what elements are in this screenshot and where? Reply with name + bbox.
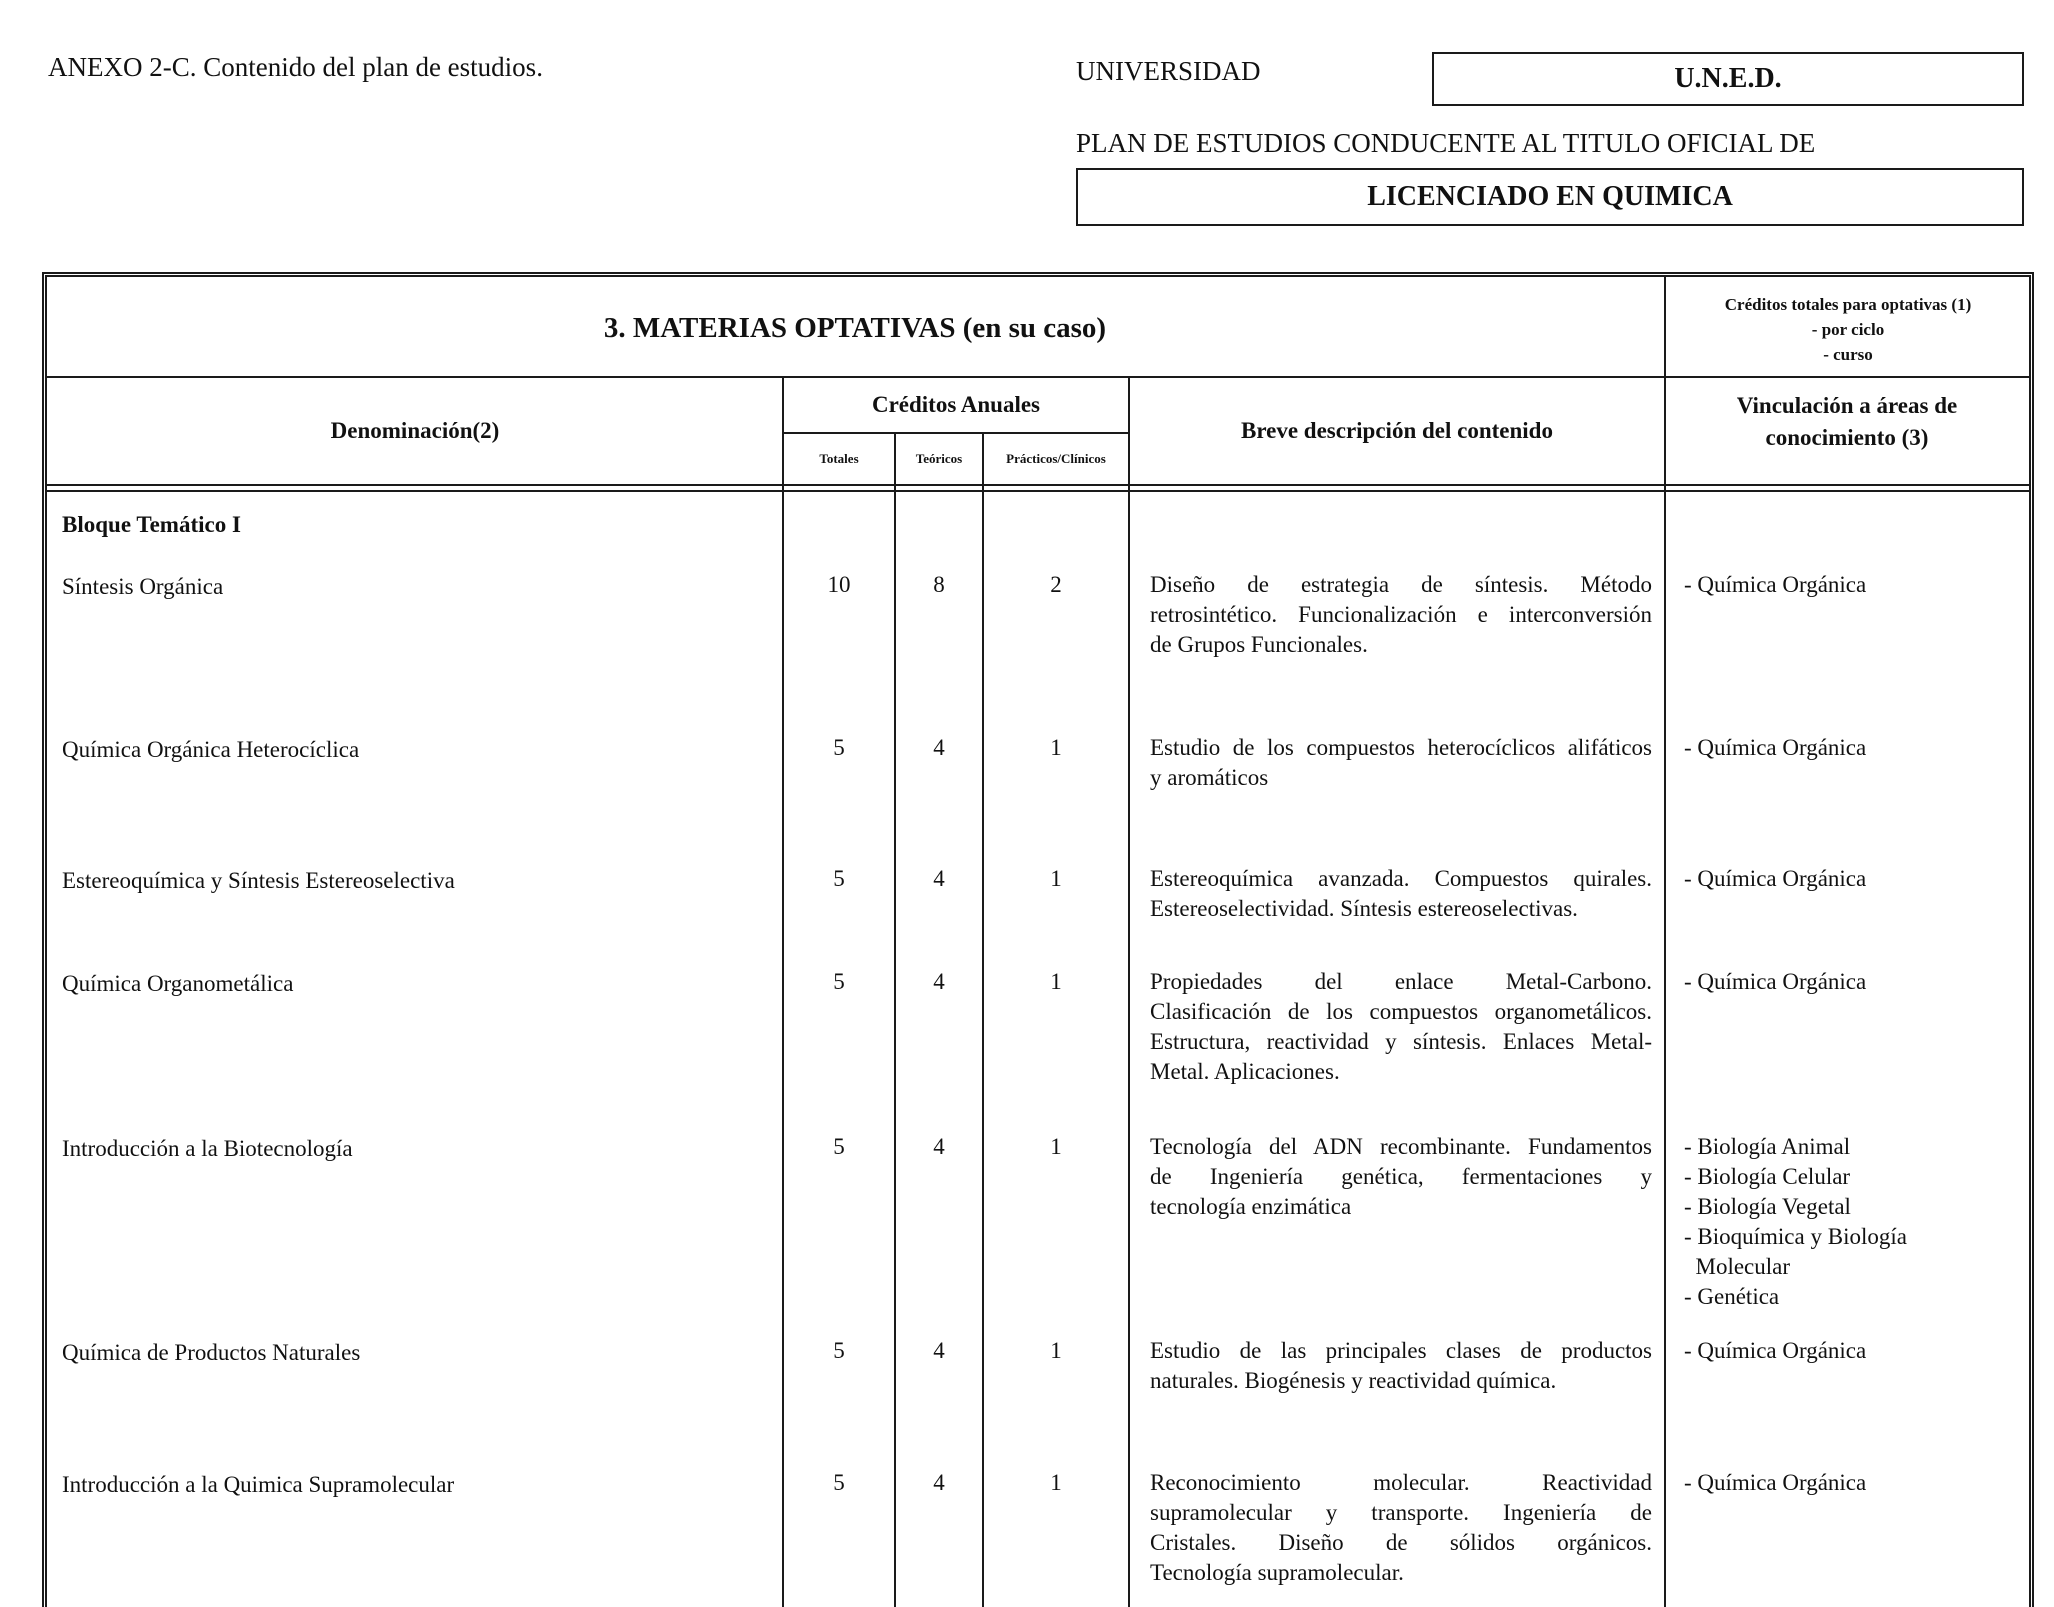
credits-totales: 5 bbox=[833, 735, 845, 760]
credits-practicos: 1 bbox=[1050, 1470, 1062, 1495]
credits-teoricos: 8 bbox=[933, 572, 945, 597]
knowledge-areas bbox=[1684, 733, 2024, 763]
description-line: Tecnología del ADN recombinante. Fundamentos bbox=[1150, 1134, 1652, 1159]
area-item: - Química Orgánica bbox=[1684, 1338, 1867, 1363]
divider bbox=[46, 490, 2030, 492]
description-line: retrosintético. Funcionalización e interconversión bbox=[1150, 602, 1652, 627]
col-header-teoricos bbox=[896, 434, 982, 484]
area-item: - Química Orgánica bbox=[1684, 969, 1867, 994]
credits-line: - por ciclo bbox=[1811, 320, 1885, 339]
description-line: de Grupos Funcionales. bbox=[1150, 632, 1368, 657]
subject-description bbox=[1150, 570, 1652, 660]
section-title-text: 3. MATERIAS OPTATIVAS (en su caso) bbox=[603, 311, 1107, 344]
subject-description bbox=[1150, 1132, 1652, 1222]
col-header-text: Teóricos bbox=[915, 451, 963, 466]
description-line: Propiedades del enlace Metal-Carbono. bbox=[1150, 969, 1652, 994]
col-header-denominacion bbox=[48, 378, 782, 484]
credits-totales: 5 bbox=[833, 1338, 845, 1363]
subject-description bbox=[1150, 967, 1652, 1087]
col-header-totales bbox=[784, 434, 894, 484]
block-title: Bloque Temático I bbox=[62, 512, 241, 537]
knowledge-areas bbox=[1684, 864, 2024, 894]
credits-teoricos: 4 bbox=[933, 866, 945, 891]
subject-description bbox=[1150, 1336, 1652, 1396]
description-line: supramolecular y transporte. Ingeniería de bbox=[1150, 1500, 1652, 1525]
university-name-box bbox=[1432, 52, 2024, 106]
description-line: Estereoquímica avanzada. Compuestos quirales. bbox=[1150, 866, 1652, 891]
col-header-practicos bbox=[984, 434, 1128, 484]
col-header-text: Totales bbox=[819, 451, 859, 466]
credits-teoricos: 4 bbox=[933, 1134, 945, 1159]
section-title bbox=[48, 280, 1662, 376]
knowledge-areas bbox=[1684, 570, 2024, 600]
description-line: de Ingeniería genética, fermentaciones y bbox=[1150, 1164, 1652, 1189]
description-line: naturales. Biogénesis y reactividad química. bbox=[1150, 1368, 1557, 1393]
university-name: U.N.E.D. bbox=[1674, 63, 1782, 94]
divider bbox=[1664, 277, 1666, 1607]
subject-name: Química de Productos Naturales bbox=[62, 1340, 361, 1365]
area-item: Molecular bbox=[1684, 1254, 1791, 1279]
credits-totales: 10 bbox=[827, 572, 851, 597]
credits-practicos: 2 bbox=[1050, 572, 1062, 597]
credits-teoricos: 4 bbox=[933, 969, 945, 994]
divider bbox=[46, 484, 2030, 486]
description-line: y aromáticos bbox=[1150, 765, 1269, 790]
knowledge-areas bbox=[1684, 1336, 2024, 1366]
credits-teoricos: 4 bbox=[933, 1338, 945, 1363]
description-line: Estructura, reactividad y síntesis. Enlaces Metal- bbox=[1150, 1029, 1652, 1054]
col-header-text: Denominación(2) bbox=[330, 418, 500, 443]
credits-practicos: 1 bbox=[1050, 735, 1062, 760]
area-item: - Biología Celular bbox=[1684, 1164, 1851, 1189]
degree-title: LICENCIADO EN QUIMICA bbox=[1367, 181, 1733, 212]
credits-practicos: 1 bbox=[1050, 969, 1062, 994]
credits-totales: 5 bbox=[833, 1134, 845, 1159]
description-line: Clasificación de los compuestos organometálicos. bbox=[1150, 999, 1652, 1024]
description-line: Tecnología supramolecular. bbox=[1150, 1560, 1404, 1585]
subject-description bbox=[1150, 864, 1652, 924]
description-line: Estudio de las principales clases de productos bbox=[1150, 1338, 1652, 1363]
degree-box bbox=[1076, 168, 2024, 226]
credits-practicos: 1 bbox=[1050, 866, 1062, 891]
subject-name: Introducción a la Quimica Supramolecular bbox=[62, 1472, 455, 1497]
credits-totales: 5 bbox=[833, 866, 845, 891]
divider bbox=[1128, 378, 1130, 1607]
description-line: Estudio de los compuestos heterocíclicos alifáticos bbox=[1150, 735, 1652, 760]
area-item: - Química Orgánica bbox=[1684, 735, 1867, 760]
credits-line: - curso bbox=[1823, 345, 1873, 364]
divider bbox=[982, 434, 984, 1607]
credits-teoricos: 4 bbox=[933, 1470, 945, 1495]
col-header-descripcion bbox=[1130, 378, 1664, 484]
knowledge-areas bbox=[1684, 1468, 2024, 1498]
description-line: Estereoselectividad. Síntesis estereoselectivas. bbox=[1150, 896, 1578, 921]
credits-totales: 5 bbox=[833, 969, 845, 994]
knowledge-areas bbox=[1684, 967, 2024, 997]
description-line: Diseño de estrategia de síntesis. Método bbox=[1150, 572, 1652, 597]
col-header-text: Créditos Anuales bbox=[871, 392, 1041, 417]
university-label: UNIVERSIDAD bbox=[1076, 56, 1261, 86]
knowledge-areas bbox=[1684, 1132, 2024, 1312]
annex-title: ANEXO 2-C. Contenido del plan de estudios. bbox=[48, 52, 543, 82]
area-item: - Química Orgánica bbox=[1684, 572, 1867, 597]
description-line: Cristales. Diseño de sólidos orgánicos. bbox=[1150, 1530, 1652, 1555]
plan-label: PLAN DE ESTUDIOS CONDUCENTE AL TITULO OFICIAL DE bbox=[1076, 128, 1816, 158]
area-item: - Biología Vegetal bbox=[1684, 1194, 1851, 1219]
col-header-creditos bbox=[784, 378, 1128, 432]
description-line: Reconocimiento molecular. Reactividad bbox=[1150, 1470, 1652, 1495]
col-header-text: conocimiento (3) bbox=[1765, 425, 1929, 450]
area-item: - Bioquímica y Biología bbox=[1684, 1224, 1907, 1249]
divider bbox=[894, 434, 896, 1607]
area-item: - Química Orgánica bbox=[1684, 1470, 1867, 1495]
description-line: Metal. Aplicaciones. bbox=[1150, 1059, 1340, 1084]
area-item: - Química Orgánica bbox=[1684, 866, 1867, 891]
col-header-text: Vinculación a áreas de bbox=[1736, 393, 1958, 418]
credits-totales: 5 bbox=[833, 1470, 845, 1495]
description-line: tecnología enzimática bbox=[1150, 1194, 1352, 1219]
col-header-text: Breve descripción del contenido bbox=[1241, 418, 1553, 443]
credits-line: Créditos totales para optativas (1) bbox=[1724, 295, 1972, 314]
col-header-vinculacion bbox=[1666, 390, 2028, 454]
subject-description bbox=[1150, 1468, 1652, 1588]
col-header-text: Prácticos/Clínicos bbox=[1006, 451, 1106, 466]
subject-name: Química Orgánica Heterocíclica bbox=[62, 737, 360, 762]
area-item: - Biología Animal bbox=[1684, 1134, 1851, 1159]
credits-teoricos: 4 bbox=[933, 735, 945, 760]
subject-name: Estereoquímica y Síntesis Estereoselectiva bbox=[62, 868, 455, 893]
subject-name: Introducción a la Biotecnología bbox=[62, 1136, 353, 1161]
credits-practicos: 1 bbox=[1050, 1134, 1062, 1159]
subject-description bbox=[1150, 733, 1652, 793]
credits-box bbox=[1668, 292, 2028, 367]
subject-name: Química Organometálica bbox=[62, 971, 294, 996]
credits-practicos: 1 bbox=[1050, 1338, 1062, 1363]
subject-name: Síntesis Orgánica bbox=[62, 574, 224, 599]
area-item: - Genética bbox=[1684, 1284, 1780, 1309]
